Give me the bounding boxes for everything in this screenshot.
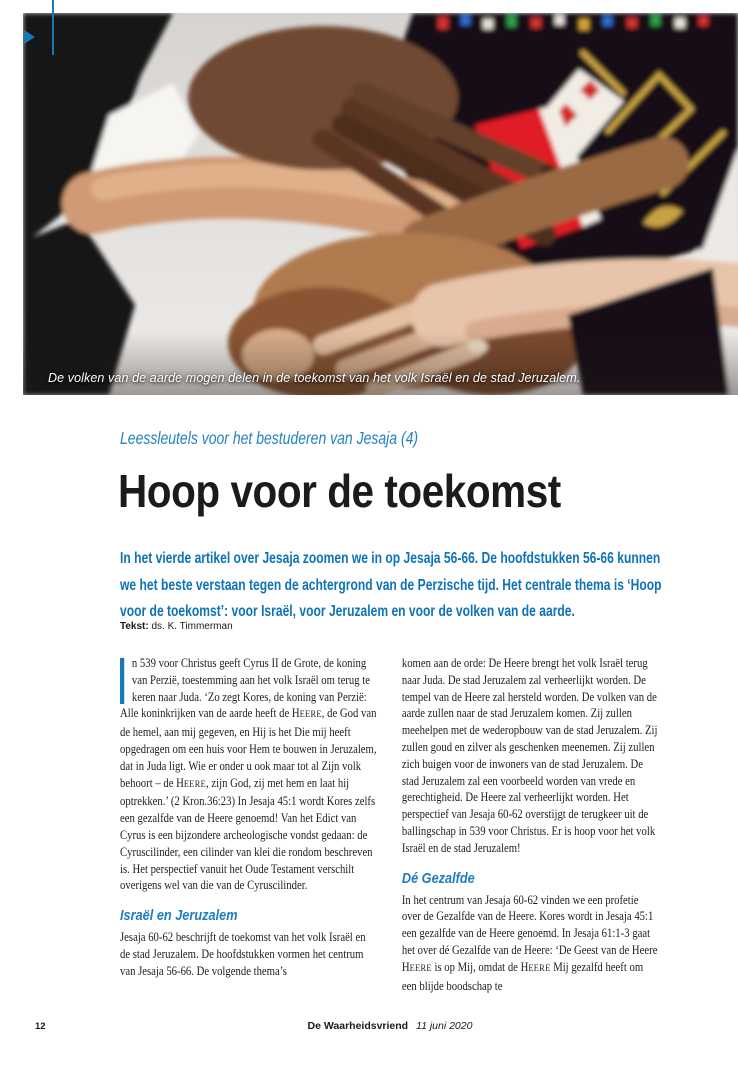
dropcap-i-bar [120, 658, 124, 704]
article-body [120, 655, 660, 994]
vertical-accent-line [52, 0, 54, 55]
page-title: Hoop voor de toekomst [118, 465, 561, 517]
footer [120, 1020, 660, 1032]
body-paragraph: In het centrum van Jesaja 60-62 vinden we een profetie over de Gezalfde van de Heere. Kores wordt in Jesaja 45:1 een gezalfde van de Heere genoemd. In Jesaja 61:1-3 gaat het over dé Gezalfde van de Heere: ‘De Geest van de Heere HEERE is op Mij, omdat de HEERE Mij gezalfd heeft om een blijde boodschap te [401, 892, 658, 993]
body-text: n 539 voor Christus geeft Cyrus II de Grote, de koning van Perzië, toestemming aan het volk Israël om terug te keren naar Juda. ‘Zo zegt Kores, de koning van Perzië: Alle koninkrijken van de aarde heeft de HEERE, de God van de hemel, aan mij gegeven, en Hij is het Die mij heeft opgedragen om een huis voor Hem te bouwen in Jeruzalem, dat in Juda ligt. Wie er onder u ook maar tot al Zijn volk behoort – de HEERE, zijn God, zij met hem en laat hij optrekken.’ (2 Kron.36:23) In Jesaja 45:1 wordt Kores zelfs een gezalfde van de Heere genoemd! Van het Edict van Cyrus is een bijzondere archeologische vondst gedaan: de Cyruscilinder, een cilinder van klei die rondom beschreven is. Het perspectief vanuit het Oude Testament verschilt overigens wel van die van de Cyruscilinder. [120, 656, 377, 893]
kicker: Leessleutels voor het bestuderen van Jesaja (4) [120, 428, 419, 448]
body-paragraph: Jesaja 60-62 beschrijft de toekomst van het volk Israël en de stad Jeruzalem. De hoofdstukken vormen het centrum van Jesaja 56-66. De volgende thema’s [120, 930, 366, 978]
footer-date: 11 juni 2020 [416, 1020, 473, 1032]
hero-photo [23, 13, 738, 395]
body-paragraph [120, 655, 378, 894]
byline [120, 621, 233, 632]
section-heading-israel-en-jeruzalem: Israël en Jeruzalem [120, 907, 238, 925]
column-right [402, 655, 660, 994]
body-paragraph: komen aan de orde: De Heere brengt het volk Israël terug naar Juda. De stad Jeruzalem zal verheerlijkt worden. De tempel van de Heere zal hersteld worden. De volken van de aarde zullen naar de stad Jeruzalem komen. Zij zullen meehelpen met de wederopbouw van de stad Jeruzalem. Zij zullen goud en zilver als geschenken meenemen. Zij zullen zich buigen voor de inwoners van de stad Jeruzalem. De stad Jeruzalem zal een voorbeeld worden van vrede en gerechtigheid. De Heere zal verheerlijkt worden. Het perspectief van Jesaja 60-62 overstijgt de terugkeer uit de ballingschap in 539 voor Christus. Er is hoop voor het volk Israël en de stad Jeruzalem! [401, 656, 658, 855]
intro-paragraph: In het vierde artikel over Jesaja zoomen we in op Jesaja 56-66. De hoofdstukken 56-66 kunnen we het beste verstaan tegen de achtergrond van de Perzische tijd. Het centrale thema is ‘Hoop voor de toekomst’: voor Israël, voor Jeruzalem en voor de volken van de aarde. [120, 550, 662, 621]
column-left [120, 655, 378, 994]
section-heading-de-gezalfde: Dé Gezalfde [401, 869, 475, 887]
byline-label: Tekst: [120, 621, 149, 632]
footer-magazine-name: De Waarheidsvriend [307, 1020, 409, 1032]
photo-caption: De volken van de aarde mogen delen in de toekomst van het volk Israël en de stad Jeruzalem. [48, 371, 581, 385]
play-triangle-icon [24, 30, 35, 44]
byline-name: ds. K. Timmerman [151, 621, 233, 632]
footer-page-number: 12 [35, 1021, 46, 1032]
stacked-hands-photo [23, 13, 738, 395]
